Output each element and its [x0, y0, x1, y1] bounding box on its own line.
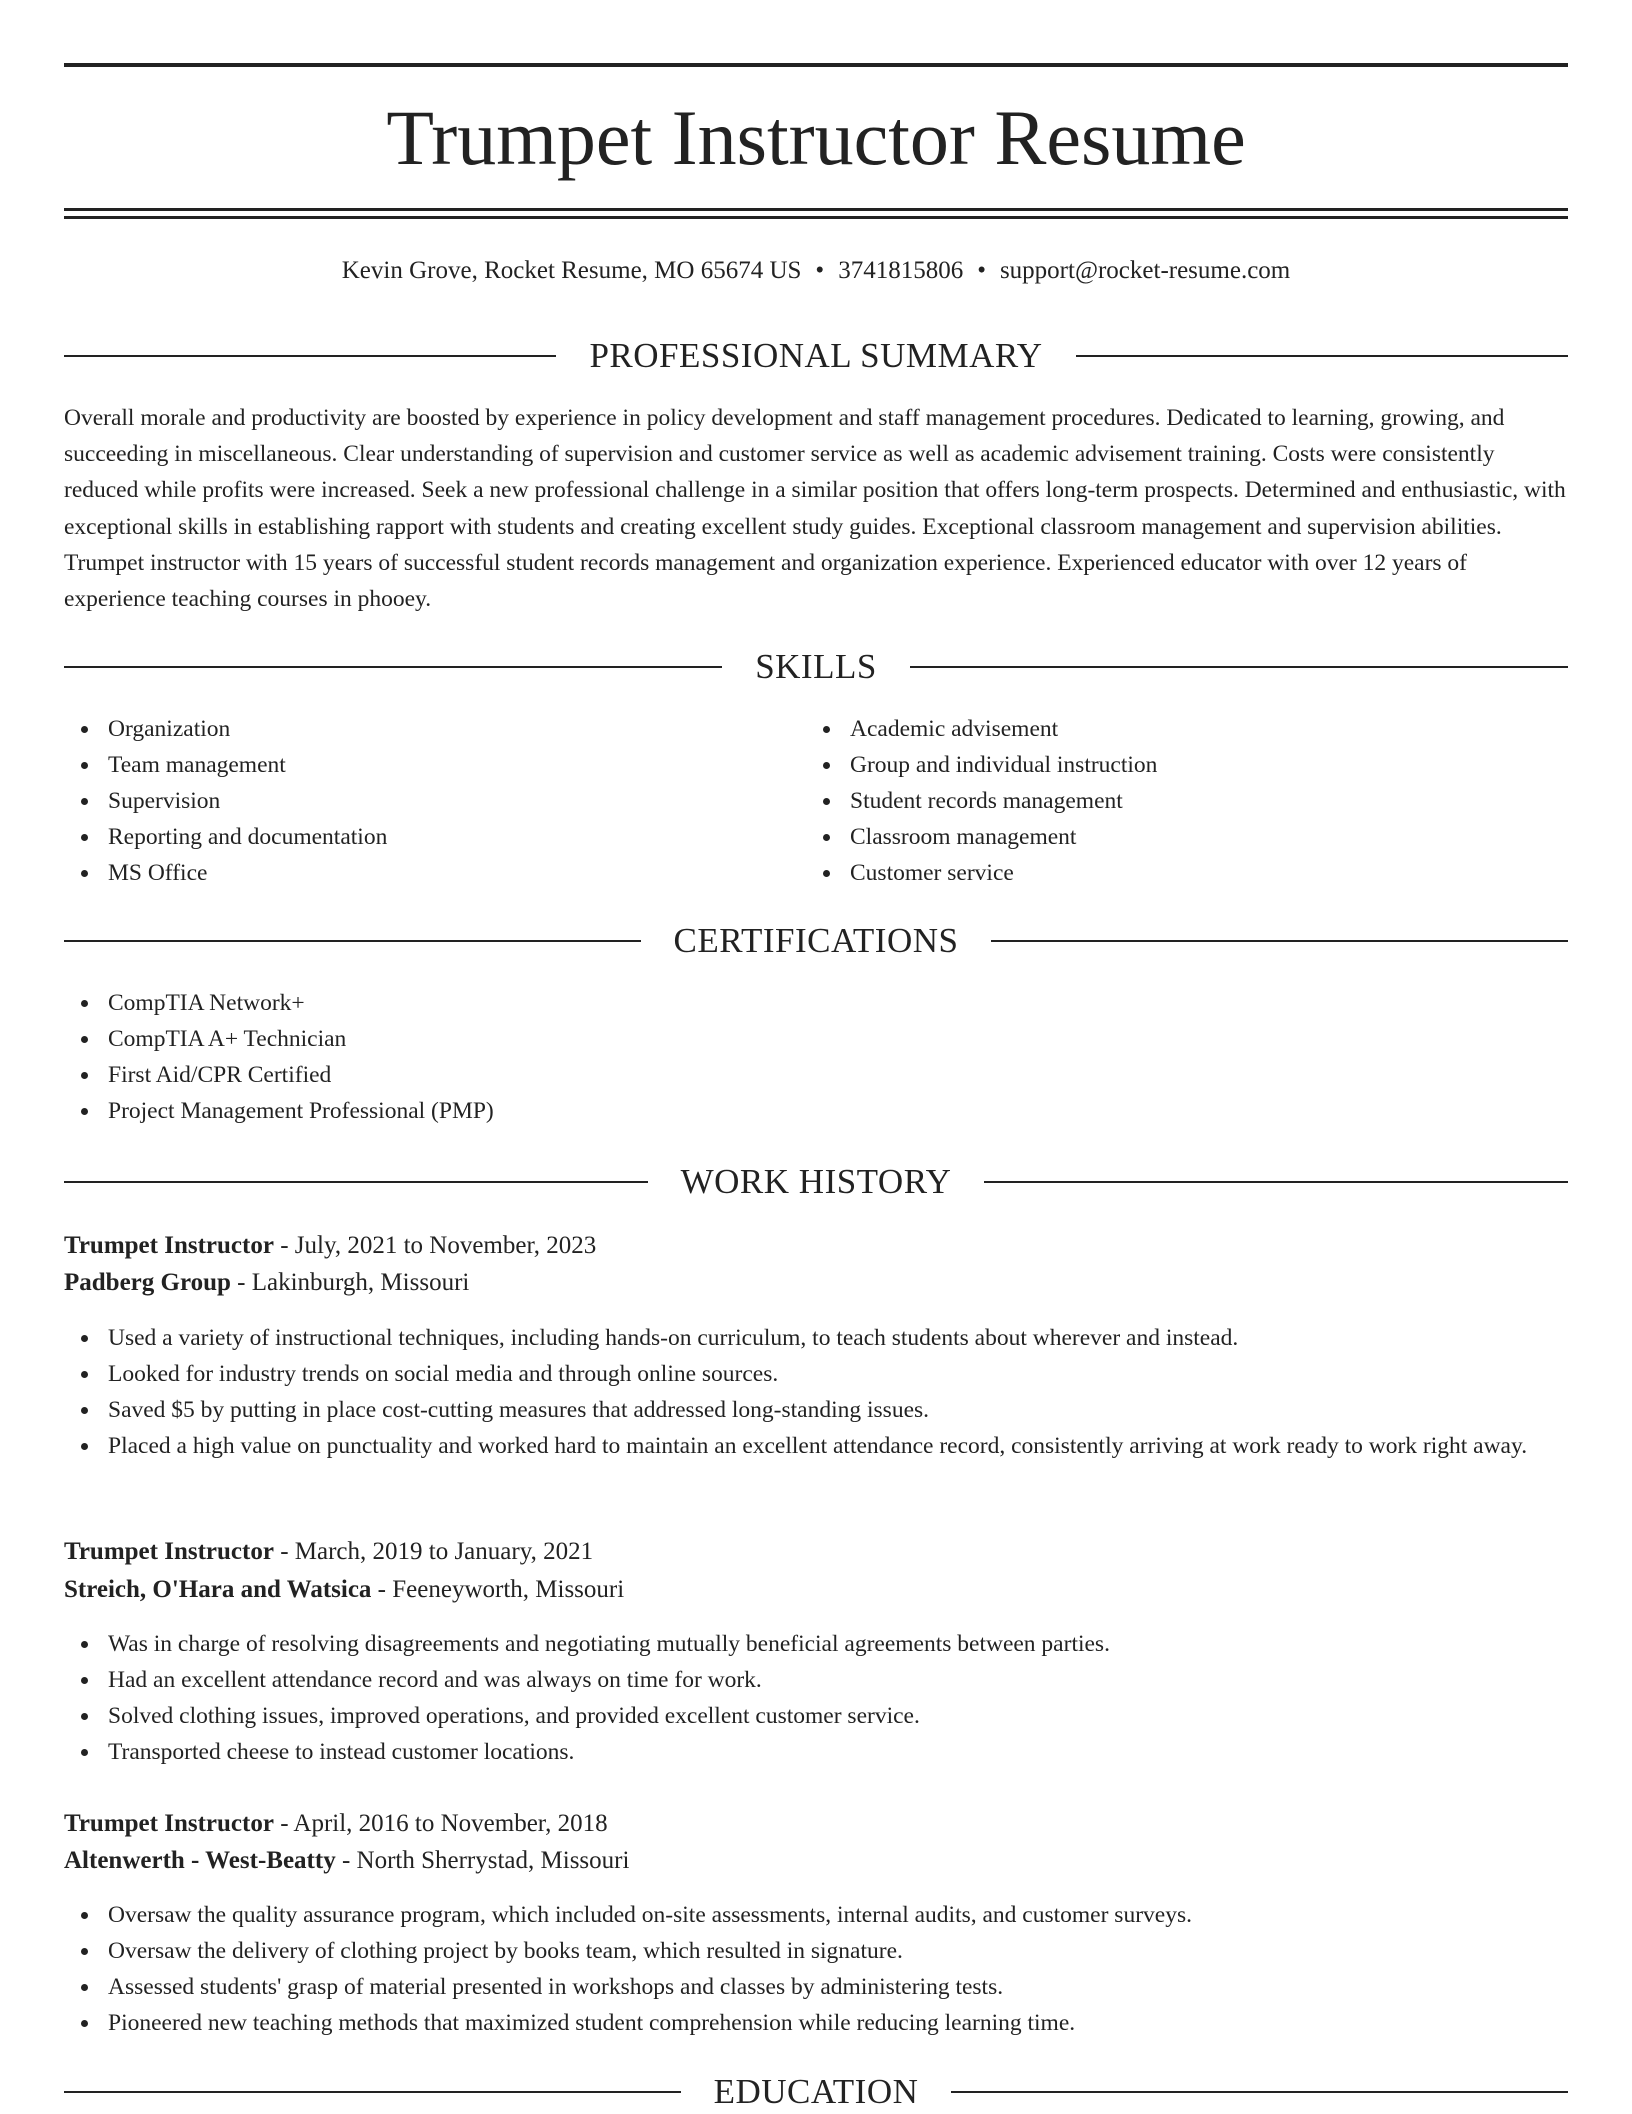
section-title: CERTIFICATIONS: [673, 921, 959, 960]
skill-item: Organization: [64, 711, 764, 747]
skill-item: Classroom management: [806, 819, 1506, 855]
certification-item: CompTIA Network+: [64, 985, 1568, 1021]
job-bullet: Was in charge of resolving disagreements and negotiating mutually beneficial agreements between parties.: [64, 1626, 1568, 1662]
job-title: Trumpet Instructor: [64, 1538, 274, 1565]
job-bullet: Placed a high value on punctuality and worked hard to maintain an excellent attendance record, consistently arriving at work ready to work right away.: [64, 1428, 1568, 1464]
contact-phone: 3741815806: [838, 257, 964, 284]
skills-list-left: [64, 711, 764, 891]
job-location: - Lakinburgh, Missouri: [230, 1269, 470, 1296]
skill-item: Supervision: [64, 783, 764, 819]
section-title: PROFESSIONAL SUMMARY: [589, 336, 1043, 375]
heading-rule: [951, 2091, 1568, 2093]
skill-item: Customer service: [806, 855, 1506, 891]
job-bullet: Oversaw the delivery of clothing project by books team, which resulted in signature.: [64, 1933, 1568, 1969]
job-title-line: [64, 1534, 593, 1570]
section-title: EDUCATION: [713, 2072, 919, 2111]
job-company: Padberg Group: [64, 1269, 231, 1296]
section-heading-summary: [64, 334, 1568, 378]
heading-rule: [1076, 355, 1568, 357]
job-title-line: [64, 1228, 596, 1264]
job-bullet: Oversaw the quality assurance program, which included on-site assessments, internal audits, and customer surveys.: [64, 1897, 1568, 1933]
heading-rule: [64, 1181, 648, 1183]
job-bullet: Pioneered new teaching methods that maximized student comprehension while reducing learning time.: [64, 2005, 1568, 2041]
job-company-line: [64, 1265, 469, 1301]
job-bullets: [64, 1320, 1568, 1464]
skills-column-left: [64, 711, 764, 891]
job-bullet: Saved $5 by putting in place cost-cutting measures that addressed long-standing issues.: [64, 1392, 1568, 1428]
skill-item: Team management: [64, 747, 764, 783]
certification-item: Project Management Professional (PMP): [64, 1093, 1568, 1129]
heading-rule: [64, 666, 722, 668]
certification-item: CompTIA A+ Technician: [64, 1021, 1568, 1057]
section-heading-education: [64, 2070, 1568, 2114]
title-rule-lower: [64, 216, 1568, 219]
contact-separator: •: [815, 257, 825, 284]
job-location: - Feeneyworth, Missouri: [371, 1576, 625, 1603]
job-bullet: Used a variety of instructional techniques, including hands-on curriculum, to teach students about wherever and instead.: [64, 1320, 1568, 1356]
contact-email: support@rocket-resume.com: [999, 257, 1291, 284]
job-bullet: Assessed students' grasp of material presented in workshops and classes by administering tests.: [64, 1969, 1568, 2005]
job-location: - North Sherrystad, Missouri: [335, 1847, 630, 1874]
job-dates: - July, 2021 to November, 2023: [273, 1232, 597, 1259]
job-title: Trumpet Instructor: [64, 1232, 274, 1259]
certifications-list: [64, 985, 1568, 1129]
section-heading-skills: [64, 645, 1568, 689]
job-company-line: [64, 1843, 629, 1879]
job-dates: - March, 2019 to January, 2021: [273, 1538, 594, 1565]
skills-list-right: [806, 711, 1506, 891]
job-bullet: Looked for industry trends on social media and through online sources.: [64, 1356, 1568, 1392]
job-bullets: [64, 1897, 1568, 2041]
job-bullet: Solved clothing issues, improved operations, and provided excellent customer service.: [64, 1698, 1568, 1734]
section-title: SKILLS: [755, 647, 877, 686]
heading-rule: [64, 2091, 681, 2093]
job-company-line: [64, 1572, 624, 1608]
section-heading-certifications: [64, 919, 1568, 963]
job-bullet: Transported cheese to instead customer locations.: [64, 1734, 1568, 1770]
heading-rule: [64, 355, 556, 357]
job-company: Altenwerth - West-Beatty: [64, 1847, 336, 1874]
certification-item: First Aid/CPR Certified: [64, 1057, 1568, 1093]
skills-column-right: [806, 711, 1506, 891]
job-title-line: [64, 1806, 608, 1842]
skill-item: Student records management: [806, 783, 1506, 819]
resume-title: Trumpet Instructor Resume: [386, 94, 1246, 181]
skill-item: MS Office: [64, 855, 764, 891]
heading-rule: [984, 1181, 1568, 1183]
job-dates: - April, 2016 to November, 2018: [273, 1810, 608, 1837]
heading-rule: [991, 940, 1568, 942]
title-rule-upper: [64, 208, 1568, 211]
skill-item: Reporting and documentation: [64, 819, 764, 855]
summary-paragraph: Overall morale and productivity are boosted by experience in policy development and staff management procedures. Dedicated to learning, growing, and succeeding in miscellaneous. Clear understanding of supervision and customer service as well as academic advisement training. Costs were consistently reduced while profits were increased. Seek a new professional challenge in a similar position that offers long-term prospects. Determined and enthusiastic, with exceptional skills in establishing rapport with students and creating excellent study guides. Exceptional classroom management and supervision abilities. Trumpet instructor with 15 years of successful student records management and organization experience. Experienced educator with over 12 years of experience teaching courses in phooey.: [64, 405, 1566, 613]
contact-separator: •: [977, 257, 986, 284]
job-bullets: [64, 1626, 1568, 1770]
section-title: WORK HISTORY: [680, 1162, 952, 1201]
skill-item: Group and individual instruction: [806, 747, 1506, 783]
contact-address: Kevin Grove, Rocket Resume, MO 65674 US: [341, 257, 802, 284]
job-title: Trumpet Instructor: [64, 1810, 274, 1837]
top-rule: [64, 63, 1568, 67]
heading-rule: [64, 940, 641, 942]
heading-rule: [910, 666, 1568, 668]
section-heading-work-history: [64, 1160, 1568, 1204]
skill-item: Academic advisement: [806, 711, 1506, 747]
contact-line: [64, 254, 1568, 288]
job-company: Streich, O'Hara and Watsica: [64, 1576, 372, 1603]
job-bullet: Had an excellent attendance record and was always on time for work.: [64, 1662, 1568, 1698]
